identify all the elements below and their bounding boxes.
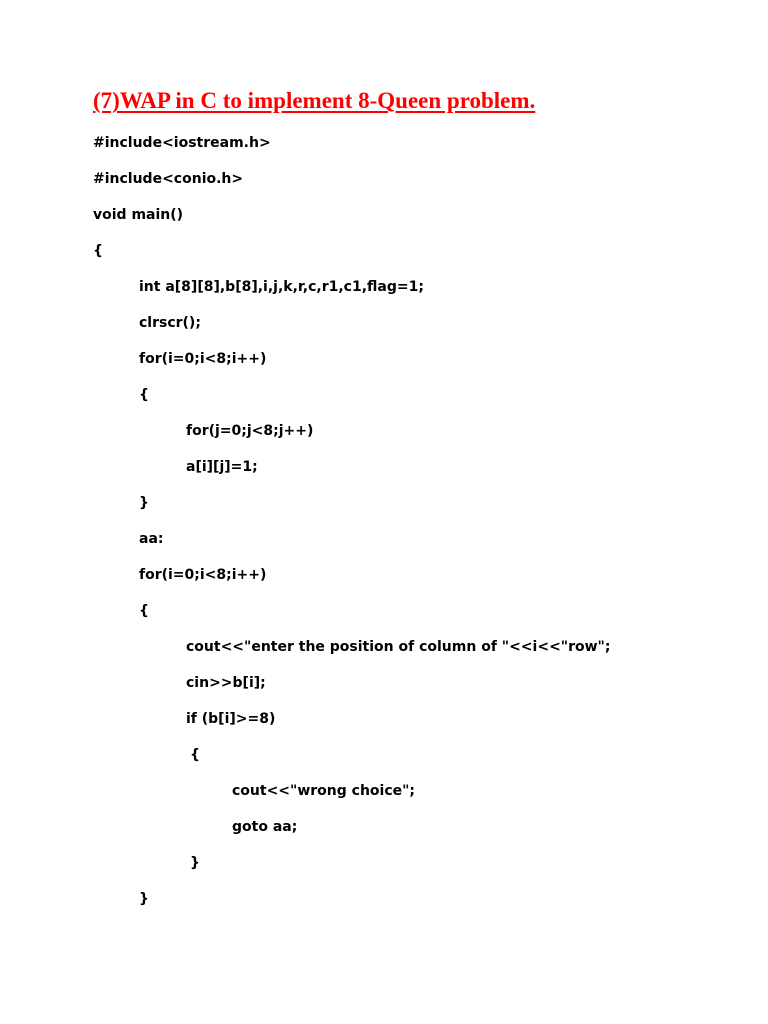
code-line-cin: cin>>b[i]; bbox=[186, 675, 266, 691]
code-line-main-signature: void main() bbox=[93, 207, 184, 223]
code-line-array-assign: a[i][j]=1; bbox=[186, 459, 258, 475]
code-line-for-j: for(j=0;j<8;j++) bbox=[186, 423, 314, 439]
code-line-if-close-brace: } bbox=[190, 855, 200, 871]
code-line-cout-prompt: cout<<"enter the position of column of "<<i<<"row"; bbox=[186, 639, 611, 655]
code-line-include-iostream: #include<iostream.h> bbox=[93, 135, 271, 151]
code-line-label-aa: aa: bbox=[139, 531, 164, 547]
code-line-declarations: int a[8][8],b[8],i,j,k,r,c,r1,c1,flag=1; bbox=[139, 279, 424, 295]
code-line-if-check: if (b[i]>=8) bbox=[186, 711, 276, 727]
code-line-include-conio: #include<conio.h> bbox=[93, 171, 244, 187]
code-line-input-open-brace: { bbox=[139, 603, 149, 619]
code-line-if-open-brace: { bbox=[190, 747, 200, 763]
code-line-main-open-brace: { bbox=[93, 243, 103, 259]
code-line-goto: goto aa; bbox=[232, 819, 298, 835]
code-line-for-i-close-brace: } bbox=[139, 495, 149, 511]
code-line-cout-wrong: cout<<"wrong choice"; bbox=[232, 783, 416, 799]
document-title: (7)WAP in C to implement 8-Queen problem. bbox=[93, 88, 536, 113]
code-line-for-i-open-brace: { bbox=[139, 387, 149, 403]
code-line-for-i-input: for(i=0;i<8;i++) bbox=[139, 567, 267, 583]
code-line-for-i-init: for(i=0;i<8;i++) bbox=[139, 351, 267, 367]
code-line-input-close-brace: } bbox=[139, 891, 149, 907]
code-line-clrscr: clrscr(); bbox=[139, 315, 201, 331]
